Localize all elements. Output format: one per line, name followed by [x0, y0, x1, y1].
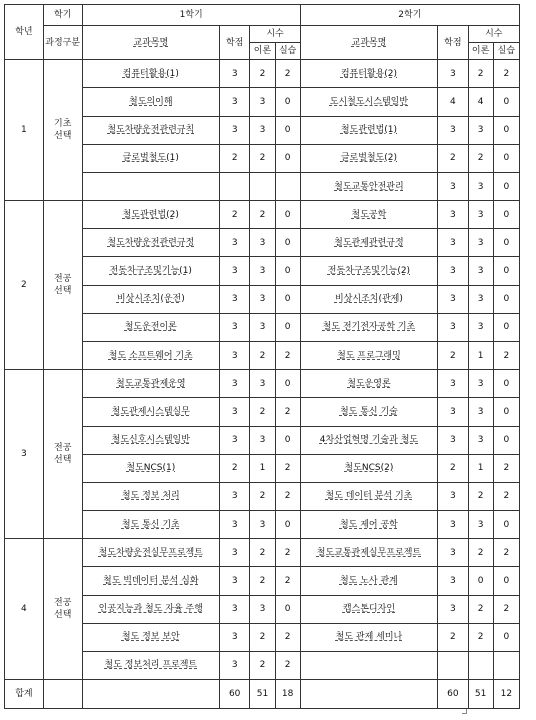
- table-row: [5, 511, 520, 539]
- total-theory-1: 51: [250, 680, 275, 709]
- credit-s1: [219, 172, 249, 200]
- header-practice-1: 실습: [275, 43, 300, 60]
- subject-name-s2: [300, 426, 437, 454]
- theory-s2: 2: [468, 482, 493, 510]
- table-row: [5, 144, 520, 172]
- subject-name-s1-text: 철도관련법(2): [122, 209, 179, 220]
- theory-s1: 2: [250, 482, 275, 510]
- header-semester-1: 1학기: [82, 5, 300, 26]
- theory-s2: 3: [468, 285, 493, 313]
- practice-s2: 0: [493, 88, 519, 116]
- subject-name-s2-text: 철도 프로그래밍: [337, 350, 401, 361]
- subject-name-s1-text: 철도차량운전관련규칙: [107, 125, 195, 136]
- theory-s1: 2: [250, 539, 275, 567]
- subject-name-s1: [82, 60, 219, 88]
- credit-s1: 3: [219, 116, 249, 144]
- subject-name-s2-text: 비상시조치(관제): [334, 294, 403, 305]
- theory-s2: 3: [468, 398, 493, 426]
- credit-s2: 3: [438, 172, 468, 200]
- practice-s2: 2: [493, 539, 519, 567]
- credit-s1: 3: [219, 60, 249, 88]
- credit-s1: 3: [219, 229, 249, 257]
- subject-name-s1: [82, 482, 219, 510]
- theory-s2: 3: [468, 116, 493, 144]
- subject-name-s1-text: 철도차량운전실무프로젝트: [98, 547, 203, 558]
- practice-s2: 0: [493, 144, 519, 172]
- subject-name-s1: [82, 595, 219, 623]
- subject-name-s2-text: 도시철도시스템일반: [329, 97, 409, 108]
- table-row: [5, 60, 520, 88]
- practice-s2: 2: [493, 482, 519, 510]
- credit-s2: 3: [438, 595, 468, 623]
- practice-s1: 2: [275, 623, 300, 651]
- credit-s2: 4: [438, 88, 468, 116]
- subject-name-s2-text: 철도관제관련규정: [334, 237, 404, 248]
- table-row: [5, 172, 520, 200]
- header-credit-2: 학점: [438, 26, 468, 60]
- credit-s1: 3: [219, 651, 249, 679]
- subject-name-s2-text: 철도NCS(2): [344, 463, 394, 474]
- subject-name-s2: [300, 116, 437, 144]
- subject-name-s2-text: 글로벌철도(2): [340, 153, 398, 164]
- subject-name-s1-text: 비상시조치(운전): [116, 294, 185, 305]
- practice-s2: 0: [493, 511, 519, 539]
- practice-s2: 0: [493, 398, 519, 426]
- subject-name-s2-text: 철도 관제 세미나: [335, 632, 403, 643]
- year-cell: 4: [5, 539, 44, 680]
- theory-s1: [250, 172, 275, 200]
- theory-s2: 2: [468, 623, 493, 651]
- header-credit-1: 학점: [219, 26, 249, 60]
- theory-s1: 3: [250, 313, 275, 341]
- total-empty: [43, 680, 82, 709]
- practice-s2: 0: [493, 285, 519, 313]
- total-empty: [300, 680, 437, 709]
- credit-s2: 3: [438, 426, 468, 454]
- table-row: [5, 482, 520, 510]
- credit-s2: 3: [438, 482, 468, 510]
- subject-name-s1: [82, 539, 219, 567]
- theory-s2: 3: [468, 172, 493, 200]
- theory-s2: 3: [468, 257, 493, 285]
- theory-s2: 3: [468, 511, 493, 539]
- theory-s2: 1: [468, 454, 493, 482]
- credit-s1: 3: [219, 511, 249, 539]
- theory-s2: [468, 651, 493, 679]
- subject-name-s2: [300, 341, 437, 369]
- subject-name-s2: [300, 257, 437, 285]
- theory-s1: 3: [250, 257, 275, 285]
- theory-s1: 3: [250, 426, 275, 454]
- subject-name-s1-text: 전동차구조및기능(1): [109, 266, 192, 277]
- total-credit-1: 60: [219, 680, 249, 709]
- subject-name-s1: [82, 88, 219, 116]
- header-subject-2: 교과목명: [300, 26, 437, 60]
- practice-s1: 2: [275, 341, 300, 369]
- credit-s1: 3: [219, 567, 249, 595]
- credit-s2: 3: [438, 285, 468, 313]
- table-row: [5, 398, 520, 426]
- subject-name-s1: [82, 201, 219, 229]
- table-row: [5, 623, 520, 651]
- theory-s1: 3: [250, 595, 275, 623]
- practice-s2: 0: [493, 313, 519, 341]
- theory-s2: 2: [468, 60, 493, 88]
- theory-s2: 3: [468, 426, 493, 454]
- subject-name-s1-text: 철도의이해: [129, 97, 173, 108]
- header-practice-2: 실습: [493, 43, 519, 60]
- credit-s2: 3: [438, 539, 468, 567]
- subject-name-s2: [300, 539, 437, 567]
- header-theory-1: 이론: [250, 43, 275, 60]
- credit-s1: 2: [219, 201, 249, 229]
- subject-name-s2-text: 철도 제어 공학: [339, 519, 398, 530]
- year-cell: 2: [5, 201, 44, 370]
- subject-name-s2-text: 철도교통관제실무프로젝트: [316, 547, 422, 558]
- theory-s1: 3: [250, 229, 275, 257]
- subject-name-s2: [300, 144, 437, 172]
- credit-s1: 3: [219, 341, 249, 369]
- category-cell: 전공 선택: [43, 201, 82, 370]
- subject-name-s2: [300, 623, 437, 651]
- practice-s2: 0: [493, 257, 519, 285]
- total-practice-1: 18: [275, 680, 300, 709]
- practice-s1: 0: [275, 285, 300, 313]
- subject-name-s1-text: 철도 빅데이터 분석 심화: [103, 575, 199, 586]
- credit-s1: 3: [219, 398, 249, 426]
- credit-s2: 3: [438, 567, 468, 595]
- credit-s2: 3: [438, 313, 468, 341]
- theory-s2: 2: [468, 539, 493, 567]
- theory-s1: 2: [250, 144, 275, 172]
- subject-name-s1-text: 철도 정보처리 프로젝트: [104, 660, 198, 671]
- table-row: [5, 370, 520, 398]
- practice-s1: 0: [275, 88, 300, 116]
- subject-name-s2: [300, 201, 437, 229]
- subject-name-s2-text: 철도운영론: [347, 378, 391, 389]
- table-row: [5, 285, 520, 313]
- table-row: [5, 229, 520, 257]
- table-row: [5, 454, 520, 482]
- theory-s1: 2: [250, 651, 275, 679]
- header-subject-1: 교과목명: [82, 26, 219, 60]
- practice-s1: 2: [275, 567, 300, 595]
- subject-name-s2-text: 4차산업혁명 기술과 철도: [319, 435, 419, 446]
- credit-s1: 3: [219, 623, 249, 651]
- practice-s2: 0: [493, 229, 519, 257]
- subject-name-s2-text: 전동차구조및기능(2): [327, 266, 411, 277]
- credit-s2: 3: [438, 257, 468, 285]
- theory-s1: 2: [250, 341, 275, 369]
- total-credit-2: 60: [438, 680, 468, 709]
- header-semester-2: 2학기: [300, 5, 519, 26]
- subject-name-s2-text: 철도관련법(1): [340, 125, 398, 136]
- subject-name-s1: [82, 144, 219, 172]
- theory-s1: 2: [250, 398, 275, 426]
- subject-name-s1-text: 철도운전이론: [124, 322, 177, 333]
- subject-name-s2-text: 캡스톤디자인: [342, 604, 396, 615]
- corner-mark: [462, 709, 467, 714]
- subject-name-s1: [82, 426, 219, 454]
- table-row: [5, 257, 520, 285]
- subject-name-s2-text: 철도 통신 기술: [339, 406, 398, 417]
- credit-s1: 3: [219, 482, 249, 510]
- credit-s1: 2: [219, 454, 249, 482]
- subject-name-s1: [82, 257, 219, 285]
- theory-s2: 0: [468, 567, 493, 595]
- practice-s1: 2: [275, 651, 300, 679]
- header-hours-1: 시수: [250, 26, 300, 43]
- subject-name-s1: [82, 285, 219, 313]
- subject-name-s1: [82, 370, 219, 398]
- subject-name-s1: [82, 567, 219, 595]
- header-category: 과정구분: [43, 26, 82, 60]
- practice-s1: 2: [275, 398, 300, 426]
- subject-name-s1: [82, 623, 219, 651]
- theory-s2: 2: [468, 144, 493, 172]
- subject-name-s2-text: 철도 전기전자공학 기초: [322, 322, 416, 333]
- subject-name-s1: [82, 398, 219, 426]
- subject-name-s2: [300, 88, 437, 116]
- theory-s2: 3: [468, 201, 493, 229]
- subject-name-s2: [300, 60, 437, 88]
- practice-s2: 0: [493, 623, 519, 651]
- theory-s2: 3: [468, 370, 493, 398]
- theory-s1: 2: [250, 567, 275, 595]
- credit-s1: 3: [219, 426, 249, 454]
- theory-s2: 3: [468, 313, 493, 341]
- total-label: 합계: [5, 680, 44, 709]
- subject-name-s1-text: 철도 통신 기초: [121, 519, 180, 530]
- theory-s1: 2: [250, 623, 275, 651]
- theory-s1: 3: [250, 88, 275, 116]
- practice-s2: 0: [493, 426, 519, 454]
- theory-s1: 3: [250, 116, 275, 144]
- practice-s1: 0: [275, 313, 300, 341]
- credit-s2: 2: [438, 623, 468, 651]
- practice-s2: 2: [493, 454, 519, 482]
- table-row: [5, 426, 520, 454]
- subject-name-s2: [300, 229, 437, 257]
- credit-s2: 3: [438, 398, 468, 426]
- credit-s2: [438, 651, 468, 679]
- practice-s1: 0: [275, 511, 300, 539]
- theory-s1: 3: [250, 285, 275, 313]
- category-cell: 전공 선택: [43, 539, 82, 680]
- credit-s1: 3: [219, 539, 249, 567]
- total-theory-2: 51: [468, 680, 493, 709]
- practice-s2: 0: [493, 172, 519, 200]
- credit-s2: 3: [438, 116, 468, 144]
- subject-name-s1-text: 컴퓨터활용(1): [122, 68, 179, 79]
- practice-s1: 2: [275, 454, 300, 482]
- subject-name-s2: [300, 651, 437, 679]
- table-row: [5, 595, 520, 623]
- total-empty: [82, 680, 219, 709]
- credit-s2: 3: [438, 60, 468, 88]
- subject-name-s1-text: 철도차량운전관련규정: [107, 237, 195, 248]
- credit-s2: 2: [438, 144, 468, 172]
- theory-s2: 4: [468, 88, 493, 116]
- practice-s1: 0: [275, 201, 300, 229]
- practice-s2: 0: [493, 370, 519, 398]
- header-semester: 학기: [43, 5, 82, 26]
- table-row: [5, 313, 520, 341]
- header-year: 학년: [5, 5, 44, 60]
- subject-name-s1: [82, 454, 219, 482]
- header-theory-2: 이론: [468, 43, 493, 60]
- subject-name-s2-text: 철도공학: [351, 209, 387, 220]
- subject-name-s1: [82, 651, 219, 679]
- theory-s2: 3: [468, 229, 493, 257]
- practice-s1: 0: [275, 229, 300, 257]
- total-practice-2: 12: [493, 680, 519, 709]
- year-cell: 3: [5, 370, 44, 539]
- practice-s1: 0: [275, 426, 300, 454]
- practice-s2: 2: [493, 341, 519, 369]
- subject-name-s2-text: 컴퓨터활용(2): [340, 68, 398, 79]
- subject-name-s1: [82, 116, 219, 144]
- theory-s1: 2: [250, 60, 275, 88]
- table-row: [5, 88, 520, 116]
- subject-name-s1-text: 인공지능과 철도 자율 주행: [98, 604, 203, 615]
- subject-name-s2: [300, 313, 437, 341]
- table-row: [5, 651, 520, 679]
- table-row: [5, 116, 520, 144]
- practice-s1: 0: [275, 144, 300, 172]
- subject-name-s2: [300, 511, 437, 539]
- practice-s2: 2: [493, 60, 519, 88]
- practice-s2: 0: [493, 567, 519, 595]
- year-cell: 1: [5, 60, 44, 201]
- practice-s2: 0: [493, 201, 519, 229]
- practice-s1: 2: [275, 539, 300, 567]
- credit-s2: 3: [438, 229, 468, 257]
- subject-name-s1-text: 글로벌철도(1): [122, 153, 179, 164]
- theory-s2: 1: [468, 341, 493, 369]
- subject-name-s2: [300, 454, 437, 482]
- practice-s1: 2: [275, 60, 300, 88]
- subject-name-s1: [82, 229, 219, 257]
- practice-s1: 0: [275, 370, 300, 398]
- practice-s1: 2: [275, 482, 300, 510]
- table-row: [5, 341, 520, 369]
- credit-s2: 2: [438, 341, 468, 369]
- subject-name-s2-text: 철도 데이터 분석 기초: [325, 491, 413, 502]
- practice-s2: 2: [493, 595, 519, 623]
- subject-name-s2: [300, 285, 437, 313]
- practice-s1: [275, 172, 300, 200]
- category-cell: 전공 선택: [43, 370, 82, 539]
- practice-s1: 0: [275, 595, 300, 623]
- credit-s2: 3: [438, 370, 468, 398]
- credit-s2: 3: [438, 201, 468, 229]
- total-row: [5, 680, 520, 709]
- theory-s1: 3: [250, 511, 275, 539]
- credit-s1: 3: [219, 257, 249, 285]
- header-hours-2: 시수: [468, 26, 519, 43]
- theory-s1: 1: [250, 454, 275, 482]
- practice-s1: 0: [275, 257, 300, 285]
- practice-s1: 0: [275, 116, 300, 144]
- table-row: [5, 539, 520, 567]
- subject-name-s1: [82, 341, 219, 369]
- credit-s1: 3: [219, 313, 249, 341]
- credit-s1: 2: [219, 144, 249, 172]
- table-row: [5, 201, 520, 229]
- subject-name-s2: [300, 482, 437, 510]
- credit-s1: 3: [219, 595, 249, 623]
- credit-s1: 3: [219, 370, 249, 398]
- theory-s1: 3: [250, 370, 275, 398]
- subject-name-s1-text: 철도 정보 처리: [121, 491, 180, 502]
- credit-s2: 3: [438, 511, 468, 539]
- subject-name-s1: [82, 313, 219, 341]
- subject-name-s1-text: 철도NCS(1): [126, 463, 176, 474]
- subject-name-s2: [300, 370, 437, 398]
- subject-name-s2-text: 철도 노사 관계: [339, 575, 398, 586]
- theory-s2: 2: [468, 595, 493, 623]
- subject-name-s2: [300, 567, 437, 595]
- subject-name-s1-text: 철도 소프트웨어 기초: [108, 350, 193, 361]
- theory-s1: 2: [250, 201, 275, 229]
- subject-name-s2: [300, 398, 437, 426]
- curriculum-table: [4, 4, 520, 709]
- table-row: [5, 567, 520, 595]
- practice-s2: 0: [493, 116, 519, 144]
- credit-s1: 3: [219, 88, 249, 116]
- subject-name-s1-text: 철도교통관제운영: [116, 378, 186, 389]
- practice-s2: [493, 651, 519, 679]
- subject-name-s1: [82, 172, 219, 200]
- subject-name-s1-text: 철도 정보 보안: [121, 632, 180, 643]
- subject-name-s1-text: 철도신호시스템일반: [111, 435, 190, 446]
- credit-s1: 3: [219, 285, 249, 313]
- subject-name-s2-text: 철도교통안전관리: [334, 181, 404, 192]
- category-cell: 기초 선택: [43, 60, 82, 201]
- subject-name-s2: [300, 595, 437, 623]
- subject-name-s2: [300, 172, 437, 200]
- subject-name-s1: [82, 511, 219, 539]
- credit-s2: 2: [438, 454, 468, 482]
- subject-name-s1-text: 철도관제시스템실무: [111, 406, 190, 417]
